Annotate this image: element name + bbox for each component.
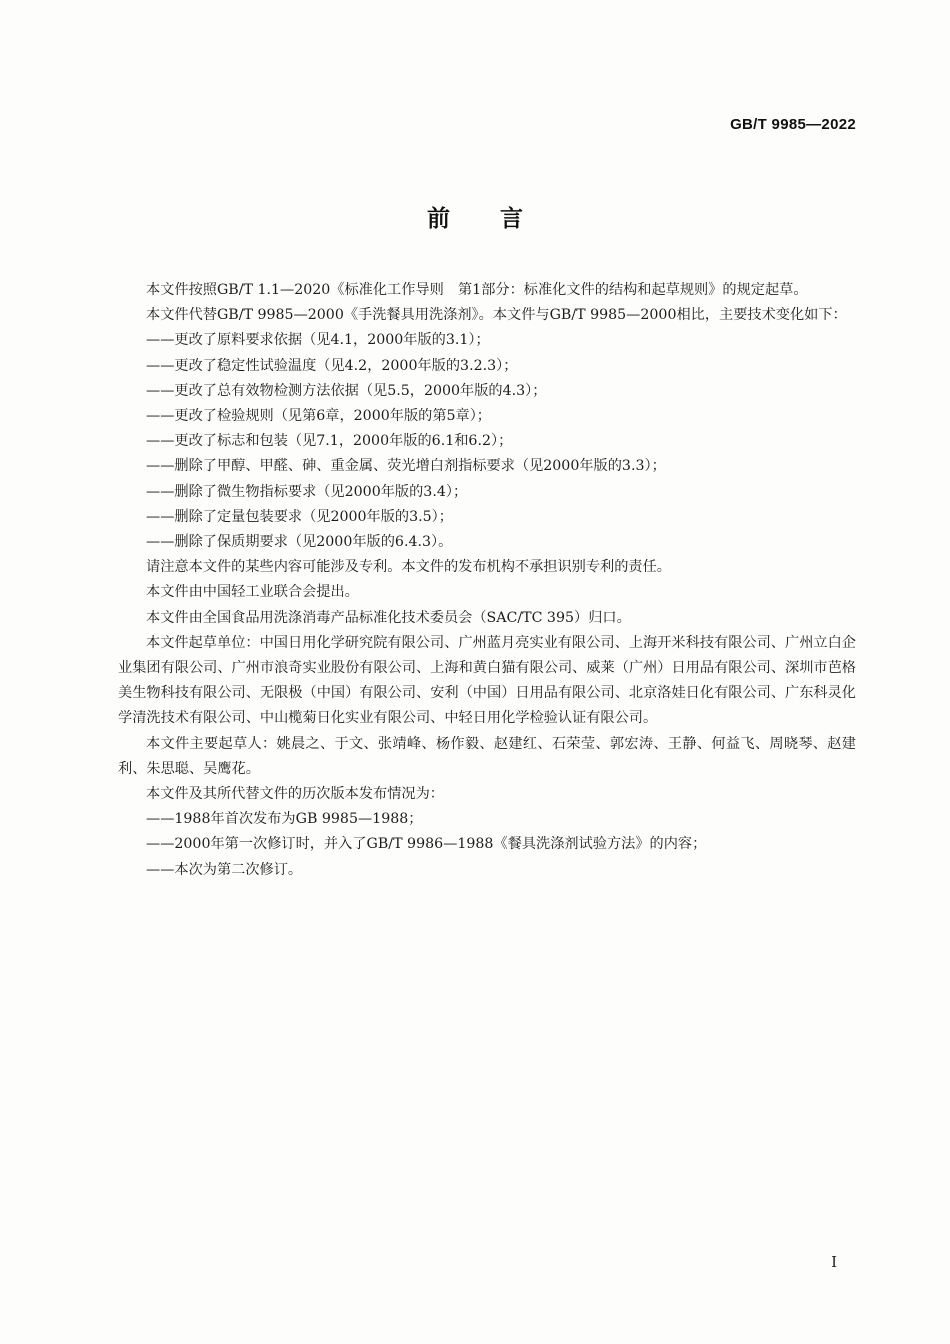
paragraph: 本文件由中国轻工业联合会提出。 — [146, 584, 359, 601]
list-item: ——1988年首次发布为GB 9985—1988； — [146, 811, 423, 828]
paragraph: 本文件由全国食品用洗涤消毒产品标准化技术委员会（SAC/TC 395）归口。 — [146, 609, 631, 626]
list-item: ——更改了检验规则（见第6章，2000年版的第5章）； — [146, 408, 491, 425]
list-item: ——本次为第二次修订。 — [146, 861, 303, 878]
list-item: ——更改了稳定性试验温度（见4.2，2000年版的3.2.3）； — [146, 357, 518, 374]
paragraph: 本文件主要起草人：姚晨之、于文、张靖峰、杨作毅、赵建红、石荣莹、郭宏涛、王静、何益飞、周晓琴、赵建利、朱思聪、吴鹰花。 — [118, 735, 856, 777]
list-item: ——删除了微生物指标要求（见2000年版的3.4）； — [146, 483, 468, 500]
list-item: ——更改了原料要求依据（见4.1，2000年版的3.1）； — [146, 332, 490, 349]
page-number: I — [831, 1253, 837, 1271]
paragraph: 本文件起草单位：中国日用化学研究院有限公司、广州蓝月亮实业有限公司、上海开米科技有限公司、广州立白企业集团有限公司、广州市浪奇实业股份有限公司、上海和黄白猫有限公司、威莱（广州）日用品有限公司、深圳市芭格美生物科技有限公司、无限极（中国）有限公司、安利（中国）日用品有限公司、北京洛娃日化有限公司、广东科灵化学清洗技术有限公司、中山榄菊日化实业有限公司、中轻日用化学检验认证有限公司。 — [118, 634, 856, 727]
standard-number: GB/T 9985—2022 — [730, 116, 856, 133]
page-title: 前言 — [427, 206, 573, 232]
list-item: ——2000年第一次修订时，并入了GB/T 9986—1988《餐具洗涤剂试验方法》的内容； — [146, 836, 707, 853]
list-item: ——删除了保质期要求（见2000年版的6.4.3）。 — [146, 534, 453, 551]
list-item: ——更改了总有效物检测方法依据（见5.5，2000年版的4.3）； — [146, 382, 547, 399]
foreword-body — [118, 278, 856, 883]
list-item: ——删除了定量包装要求（见2000年版的3.5）； — [146, 508, 453, 525]
paragraph: 本文件及其所代替文件的历次版本发布情况为： — [146, 786, 444, 803]
list-item: ——删除了甲醇、甲醛、砷、重金属、荧光增白剂指标要求（见2000年版的3.3）； — [146, 458, 666, 475]
paragraph: 本文件代替GB/T 9985—2000《手洗餐具用洗涤剂》。本文件与GB/T 9985—2000相比，主要技术变化如下： — [146, 307, 847, 324]
list-item: ——更改了标志和包装（见7.1，2000年版的6.1和6.2）； — [146, 433, 513, 450]
paragraph: 本文件按照GB/T 1.1—2020《标准化工作导则 第1部分：标准化文件的结构和起草规则》的规定起草。 — [146, 282, 808, 298]
paragraph: 请注意本文件的某些内容可能涉及专利。本文件的发布机构不承担识别专利的责任。 — [146, 559, 671, 576]
